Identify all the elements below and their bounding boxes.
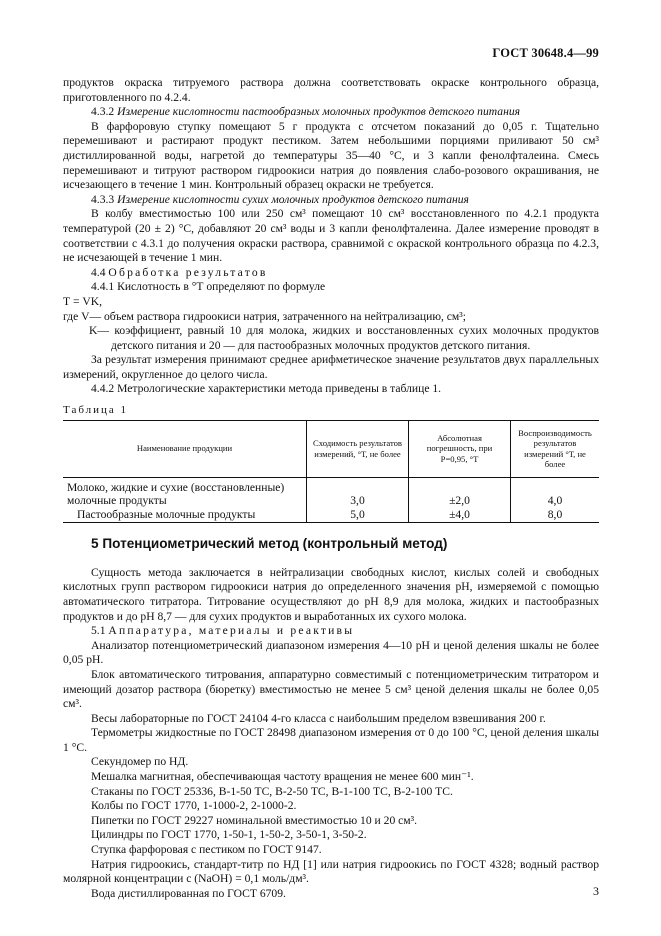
table-header-cell: Абсолютная погрешность, при P=0,95, °Т [409,420,511,477]
subsection-heading: 4.3.3 Измерение кислотности сухих молочных продуктов детского питания [91,192,469,206]
subsection-heading: 4.3.2 Измерение кислотности пастообразных молочных продуктов детского питания [91,105,521,119]
list-item: Натрия гидроокись, стандарт-титр по НД [1] или натрия гидроокись по ГОСТ 4328; водный раствор молярной концентрации c (NaOH) = 0,1 моль/дм³. [63,857,599,886]
list-item: Секундомер по НД. [91,755,189,769]
paragraph: В фарфоровую ступку помещают 5 г продукта с отсчетом показаний до 0,05 г. Тщательно перемешивают и растирают продукт пестиком. Затем небольшими порциями приливают 50 см³ дистиллированной воды, нагретой до температуры 35—40 °С, и 3 капли фенолфталеина. Смесь перемешивают и титруют раствором гидроокиси натрия до появления слабо-розового окрашивания, не исчезающего в течение 1 мин. Контрольный образец окраски не требуется. [63,119,599,192]
paragraph: 4.4.1 Кислотность в °Т определяют по формуле [91,280,326,294]
subsection-heading: 4.4 Обработка результатов [91,265,268,279]
subsection-heading: 5.1 Аппаратура, материалы и реактивы [91,624,355,638]
paragraph: Сущность метода заключается в нейтрализации свободных кислот, кислых солей и свободных кислотных групп раствором гидроокиси натрия до определенного значения pH, измеряемой с помощью автоматического титратора. Титрование осуществляют до pH 8,9 для молока, жидких и пастообразных продуктов и до pH 8,7 — для сухих продуктов и выработанных их сухого молока. [63,565,599,623]
list-item: Пипетки по ГОСТ 29227 номинальной вместимостью 10 и 20 см³. [91,813,417,827]
section-heading: 5 Потенциометрический метод (контрольный метод) [91,536,448,552]
table-cell: Молоко, жидкие и сухие (восстановленные) молочные продукты [67,480,285,508]
table-cell: 5,0 [307,508,409,523]
list-item: Цилиндры по ГОСТ 1770, 1-50-1, 1-50-2, 3-50-1, 3-50-2. [91,828,367,842]
running-header: ГОСТ 30648.4—99 [492,46,599,60]
list-item: Анализатор потенциометрический диапазоном измерения 4—10 pH и ценой деления шкалы не более 0,05 pH. [63,638,599,667]
paragraph: 4.4.2 Метрологические характеристики метода приведены в таблице 1. [91,382,442,396]
list-item: Весы лабораторные по ГОСТ 24104 4-го класса с наибольшим пределом взвешивания 200 г. [91,711,546,725]
paragraph: За результат измерения принимают среднее арифметическое значение результатов двух параллельных измерений, округленное до целого числа. [63,353,599,381]
table-cell: Пастообразные молочные продукты [63,508,307,523]
list-item: Термометры жидкостные по ГОСТ 28498 диапазоном измерения от 0 до 100 °С, ценой деления шкалы 1 °С. [63,726,599,754]
table-label: Таблица 1 [63,404,129,417]
table-cell: ±4,0 [409,508,511,523]
metrology-table [63,420,599,524]
list-item: Стаканы по ГОСТ 25336, В-1-50 ТС, В-2-50 ТС, В-1-100 ТС, В-2-100 ТС. [91,784,453,798]
table-row [63,477,599,508]
list-item: Мешалка магнитная, обеспечивающая частоту вращения не менее 600 мин⁻¹. [91,770,474,784]
page-content [63,76,599,901]
table-cell: 8,0 [511,508,600,523]
paragraph: В колбу вместимостью 100 или 250 см³ помещают 10 см³ восстановленного по 4.2.1 продукта температурой (20 ± 2) °С, добавляют 20 см³ воды и 3 капли фенолфталеина. Далее измерение проводят в соответствии с 4.3.1 до получения окраски раствора, сравнимой с окраской контрольного образца по 4.2.3, не исчезающей в течение 1 мин. [63,207,599,265]
table-header-row [63,420,599,477]
paragraph: продуктов окраска титруемого раствора должна соответствовать окраске контрольного образца, приготовленного по 4.2.4. [63,76,599,104]
table-header-cell: Сходимость результатов измерений, °Т, не более [307,420,409,477]
list-item: Ступка фарфоровая с пестиком по ГОСТ 9147. [91,843,322,857]
table-header-cell: Наименование продукции [63,420,307,477]
list-item: Вода дистиллированная по ГОСТ 6709. [91,886,286,900]
list-item: Блок автоматического титрования, аппаратурно совместимый с потенциометрическим титратором и имеющий дозатор раствора (бюретку) вместимостью не менее 5 см³ ценой деления шкалы не более 0,05 см³. [63,667,599,711]
table-row [63,508,599,523]
formula-legend-k: K— коэффициент, равный 10 для молока, жидких и восстановленных сухих молочных продуктов детского питания и 20 — для пастообразных молочных продуктов детского питания. [89,324,599,352]
table-cell: 3,0 [307,477,409,508]
formula: Т = VK, [63,294,103,308]
table-cell: 4,0 [511,477,600,508]
formula-legend-v: где V— объем раствора гидроокиси натрия, затраченного на нейтрализацию, см³; [63,309,466,323]
table-cell: ±2,0 [409,477,511,508]
table-header-cell: Воспроизводимость результатов измерений °Т, не более [511,420,600,477]
list-item: Колбы по ГОСТ 1770, 1-1000-2, 2-1000-2. [91,799,297,813]
page-number: 3 [593,884,599,898]
